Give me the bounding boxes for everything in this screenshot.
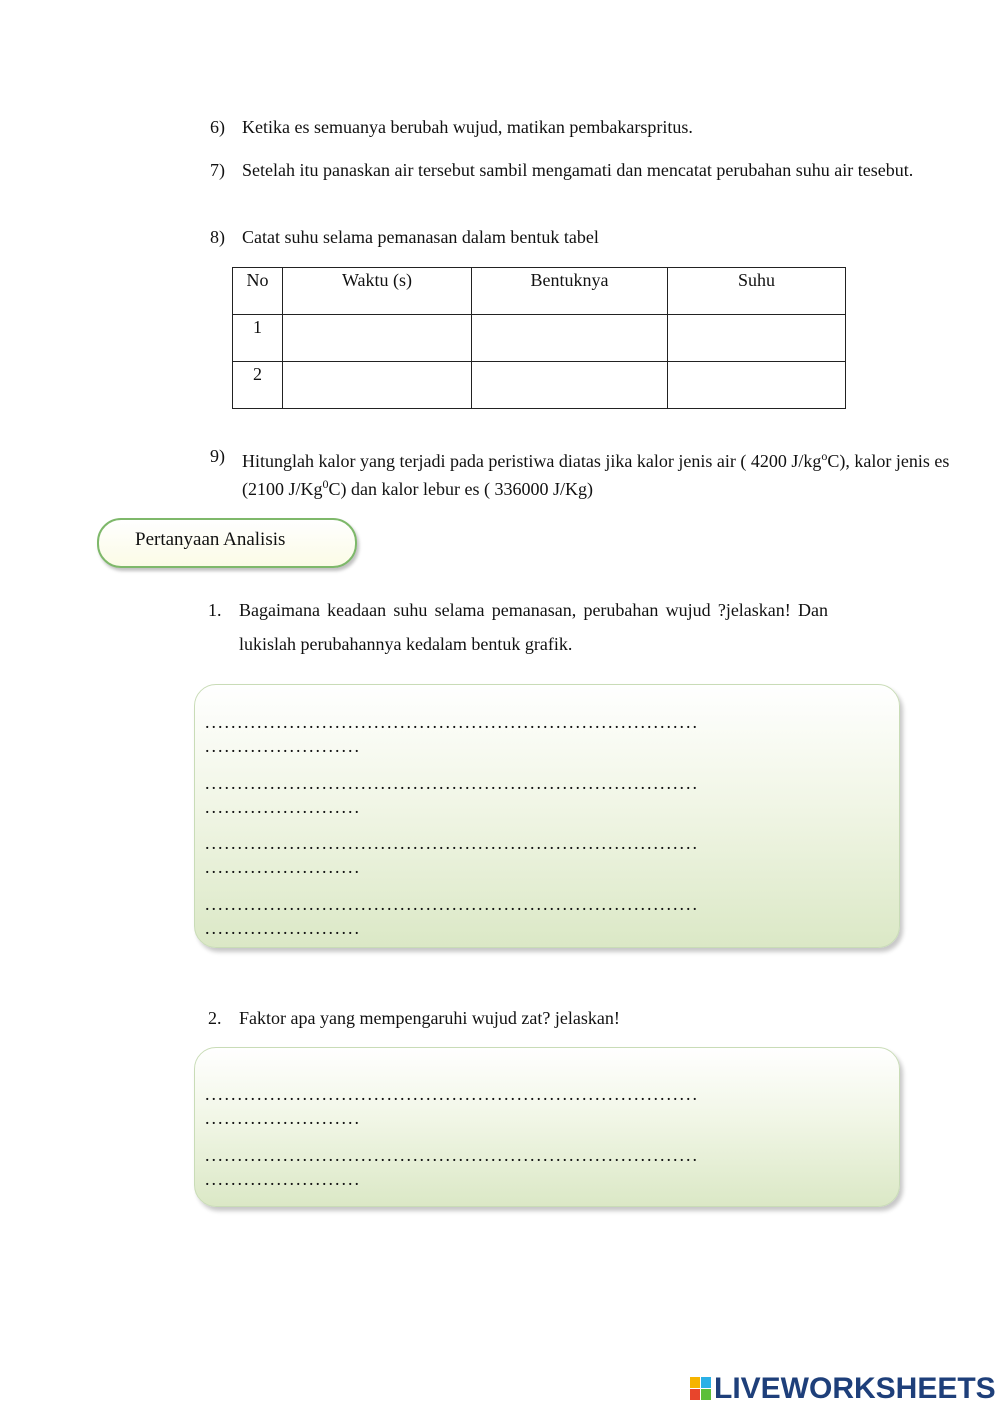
header-no: No (233, 268, 283, 315)
cell-suhu[interactable] (668, 315, 846, 362)
header-bentuknya: Bentuknya (472, 268, 668, 315)
step-6 (210, 116, 950, 139)
cell-waktu[interactable] (283, 362, 472, 409)
step-number: 9) (210, 446, 225, 466)
brand-name: LIVEWORKSHEETS (714, 1372, 996, 1405)
step9-part1: Hitunglah kalor yang terjadi pada peristiwa diatas jika kalor jenis air ( 4200 J/kg (242, 451, 822, 471)
cell-no: 2 (233, 362, 283, 409)
answer-line[interactable]: ............................................................................ (205, 833, 699, 853)
question-1 (208, 593, 828, 661)
cell-suhu[interactable] (668, 362, 846, 409)
answer-line[interactable]: ............................................................................ (205, 1145, 699, 1165)
answer-line[interactable]: ........................ (205, 736, 361, 756)
answer-line[interactable]: ............................................................................ (205, 894, 699, 914)
question-number: 1. (208, 600, 222, 620)
step-7 (210, 159, 950, 182)
liveworksheets-logo (690, 1374, 996, 1404)
answer-line[interactable]: ............................................................................ (205, 773, 699, 793)
question-2 (208, 1001, 828, 1035)
observation-table (232, 267, 846, 409)
header-suhu: Suhu (668, 268, 846, 315)
step-text: Catat suhu selama pemanasan dalam bentuk tabel (242, 227, 599, 247)
question-number: 2. (208, 1008, 222, 1028)
question-text: Faktor apa yang mempengaruhi wujud zat? jelaskan! (239, 1008, 620, 1028)
table-row (233, 362, 846, 409)
step9-part3: C) dan kalor lebur es ( 336000 J/Kg) (328, 479, 593, 499)
section-label-pill (97, 518, 357, 568)
question-text: Bagaimana keadaan suhu selama pemanasan, perubahan wujud ?jelaskan! Dan lukislah perubahannya kedalam bentuk grafik. (239, 600, 828, 654)
step-number: 7) (210, 160, 225, 180)
step-number: 6) (210, 117, 225, 137)
step-9 (210, 445, 950, 501)
answer-line[interactable]: ........................ (205, 918, 361, 938)
table-header-row (233, 268, 846, 315)
cell-bentuknya[interactable] (472, 315, 668, 362)
section-label: Pertanyaan Analisis (135, 529, 286, 550)
table-row (233, 315, 846, 362)
cell-bentuknya[interactable] (472, 362, 668, 409)
header-waktu: Waktu (s) (283, 268, 472, 315)
answer-box-2[interactable] (194, 1047, 900, 1207)
answer-line[interactable]: ........................ (205, 1169, 361, 1189)
cell-waktu[interactable] (283, 315, 472, 362)
step-text: Ketika es semuanya berubah wujud, matikan pembakarspritus. (242, 117, 693, 137)
answer-line[interactable]: ............................................................................ (205, 1084, 699, 1104)
step-text (242, 445, 950, 501)
answer-line[interactable]: ............................................................................ (205, 712, 699, 732)
degree-sup: 0 (322, 477, 329, 491)
degree-sup: o (821, 449, 828, 463)
answer-line[interactable]: ........................ (205, 797, 361, 817)
cell-no: 1 (233, 315, 283, 362)
step9-part2: C), kalor jenis es (2100 J/Kg (242, 451, 950, 499)
step-8 (210, 226, 950, 249)
answer-line[interactable]: ........................ (205, 857, 361, 877)
step-text: Setelah itu panaskan air tersebut sambil mengamati dan mencatat perubahan suhu air tesebut. (242, 160, 914, 180)
answer-line[interactable]: ........................ (205, 1108, 361, 1128)
logo-icon (690, 1377, 712, 1401)
step-number: 8) (210, 227, 225, 247)
answer-box-1[interactable] (194, 684, 900, 948)
